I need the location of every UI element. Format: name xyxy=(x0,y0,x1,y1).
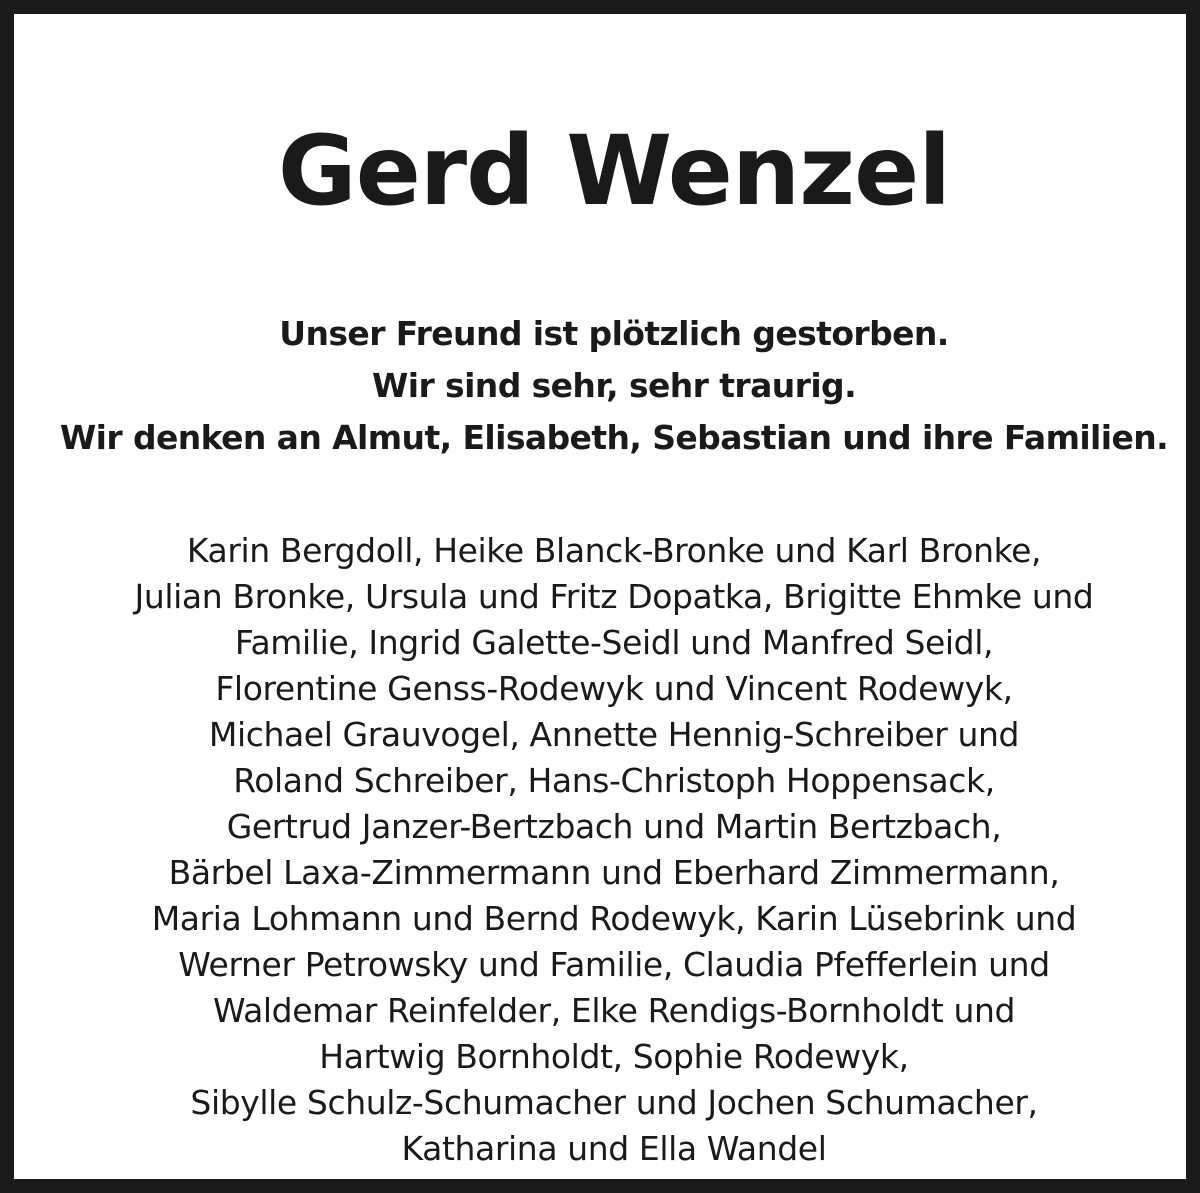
mourner-line: Gertrud Janzer-Bertzbach und Martin Bertzbach, xyxy=(226,807,1002,846)
condolence-message xyxy=(28,308,1200,464)
mourners-list xyxy=(28,528,1200,1172)
mourner-line: Werner Petrowsky und Familie, Claudia Pfefferlein und xyxy=(178,945,1050,984)
mourner-line: Michael Grauvogel, Annette Hennig-Schreiber und xyxy=(208,715,1020,754)
mourner-line: Sibylle Schulz-Schumacher und Jochen Schumacher, xyxy=(190,1083,1038,1122)
mourner-line: Florentine Genss-Rodewyk und Vincent Rodewyk, xyxy=(215,669,1013,708)
mourner-line: Katharina und Ella Wandel xyxy=(401,1129,827,1168)
notice-content xyxy=(28,28,1200,1193)
mourner-line: Bärbel Laxa-Zimmermann und Eberhard Zimmermann, xyxy=(168,853,1060,892)
mourner-line: Maria Lohmann und Bernd Rodewyk, Karin Lüsebrink und xyxy=(151,899,1077,938)
mourner-line: Karin Bergdoll, Heike Blanck-Bronke und Karl Bronke, xyxy=(186,531,1042,570)
mourner-line: Roland Schreiber, Hans-Christoph Hoppensack, xyxy=(233,761,995,800)
message-line: Wir sind sehr, sehr traurig. xyxy=(371,366,857,405)
deceased-name: Gerd Wenzel xyxy=(277,115,951,227)
message-line: Wir denken an Almut, Elisabeth, Sebastian und ihre Familien. xyxy=(59,418,1169,457)
message-line: Unser Freund ist plötzlich gestorben. xyxy=(279,314,949,353)
mourner-line: Waldemar Reinfelder, Elke Rendigs-Bornholdt und xyxy=(212,991,1016,1030)
mourner-line: Julian Bronke, Ursula und Fritz Dopatka, Brigitte Ehmke und xyxy=(134,577,1094,616)
mourner-line: Familie, Ingrid Galette-Seidl und Manfred Seidl, xyxy=(234,623,994,662)
mourner-line: Hartwig Bornholdt, Sophie Rodewyk, xyxy=(319,1037,909,1076)
